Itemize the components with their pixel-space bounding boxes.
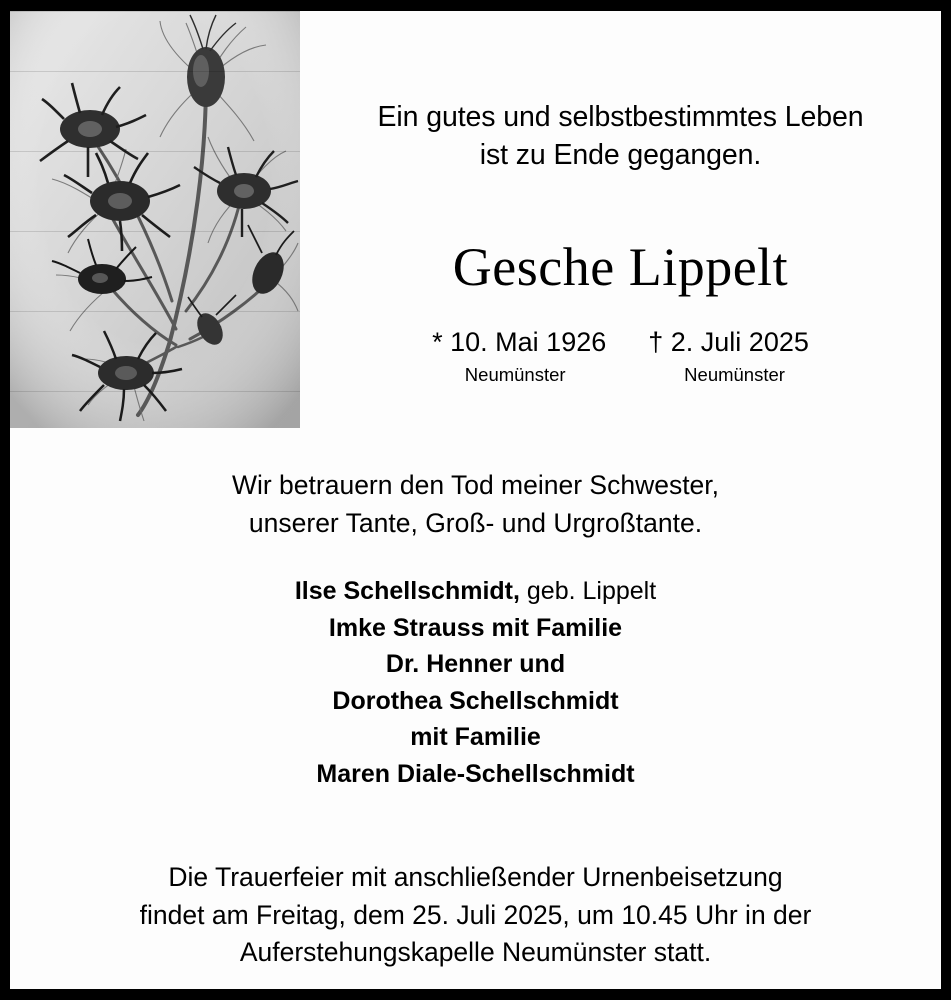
family-line-1-bold: Ilse Schellschmidt, — [294, 577, 520, 605]
service-line-2: findet am Freitag, dem 25. Juli 2025, um 10.45 Uhr in der — [139, 899, 812, 930]
nigella-flower-photo — [10, 11, 300, 428]
family-line-5: mit Familie — [410, 723, 541, 751]
family-line-3: Dr. Henner und — [385, 650, 566, 678]
life-dates — [300, 327, 941, 386]
flower-illustration — [10, 11, 300, 428]
service-line-3: Auferstehungskapelle Neumünster statt. — [239, 937, 712, 968]
death-place: Neumünster — [684, 364, 785, 385]
lead-text — [300, 99, 941, 174]
lead-line-1: Ein gutes und selbstbestimmtes Leben — [377, 101, 864, 133]
family-names — [10, 573, 941, 792]
family-line-1 — [10, 573, 941, 610]
family-line-4: Dorothea Schellschmidt — [332, 686, 619, 715]
death-block — [648, 327, 809, 386]
birth-place: Neumünster — [464, 364, 566, 385]
obituary-inner — [10, 11, 941, 989]
family-line-2: Imke Strauss mit Familie — [328, 613, 623, 642]
mourning-line-2: unserer Tante, Groß- und Urgroßtante. — [248, 508, 703, 539]
birth-block — [432, 327, 606, 386]
family-line-1-regular: geb. Lippelt — [519, 577, 657, 605]
service-details — [10, 859, 941, 972]
birth-date: * 10. Mai 1926 — [432, 327, 607, 357]
death-date: † 2. Juli 2025 — [648, 327, 809, 357]
mourning-text — [10, 466, 941, 543]
deceased-name: Gesche Lippelt — [452, 237, 789, 297]
service-line-1: Die Trauerfeier mit anschließender Urnenbeisetzung — [168, 862, 783, 892]
family-line-6: Maren Diale-Schellschmidt — [316, 759, 635, 788]
mourning-line-1: Wir betrauern den Tod meiner Schwester, — [231, 470, 720, 500]
lead-line-2: ist zu Ende gegangen. — [479, 138, 762, 171]
